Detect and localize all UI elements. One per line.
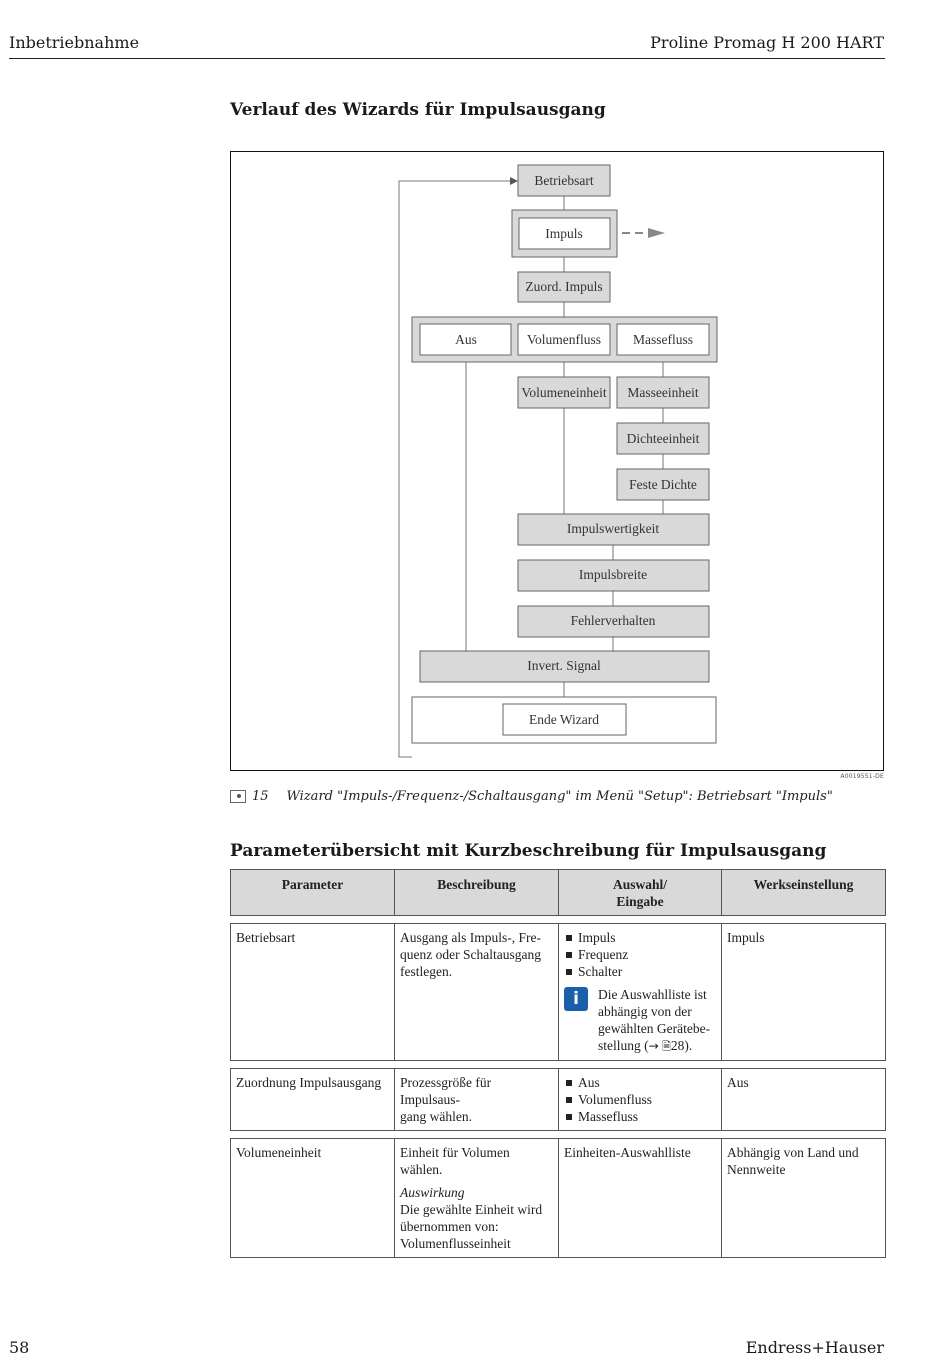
cell-beschreibung xyxy=(395,924,559,1061)
box-impulswertigkeit-label: Impulswertigkeit xyxy=(566,521,660,536)
info-line: gewählten Gerätebe- xyxy=(598,1021,711,1036)
loop-back-arrowhead xyxy=(510,177,518,185)
table-row-volumeneinheit xyxy=(230,1138,886,1258)
cell-werkseinstellung xyxy=(722,1139,886,1258)
desc-line: übernommen von: xyxy=(400,1219,499,1234)
figure-icon xyxy=(230,790,246,803)
figure-code: A0019551-DE xyxy=(840,773,884,780)
box-ende-wizard-label: Ende Wizard xyxy=(528,712,600,727)
box-volumenfluss-label: Volumenfluss xyxy=(526,332,602,347)
cell-beschreibung xyxy=(395,1069,559,1131)
column-header-werkseinstellung: Werkseinstellung xyxy=(722,870,886,916)
parameter-table-header xyxy=(230,869,886,916)
figure-caption-text: Wizard "Impuls-/Frequenz-/Schaltausgang" im Menü "Setup": Betriebsart "Impuls" xyxy=(286,789,833,804)
cell-parameter: Zuordnung Impulsausgang xyxy=(231,1069,395,1131)
box-volumeneinheit-label: Volumeneinheit xyxy=(521,385,607,400)
box-impulsbreite-label: Impulsbreite xyxy=(578,567,648,582)
info-icon: i xyxy=(564,987,588,1011)
header-section-title: Inbetriebnahme xyxy=(9,33,140,52)
box-invert-signal-label: Invert. Signal xyxy=(527,658,601,673)
cell-auswahl xyxy=(559,924,722,1061)
option-item: Schalter xyxy=(564,963,716,980)
desc-line: Prozessgröße für Impulsaus- xyxy=(400,1075,492,1107)
column-header-auswahl-line2: Eingabe xyxy=(616,894,664,909)
option-item: Impuls xyxy=(564,929,716,946)
werk-line: Abhängig von Land und xyxy=(727,1145,859,1160)
column-header-auswahl xyxy=(559,870,722,916)
desc-line: Die gewählte Einheit wird xyxy=(400,1202,543,1217)
continue-arrowhead xyxy=(648,228,665,238)
box-betriebsart-label: Betriebsart xyxy=(534,173,594,188)
box-feste-dichte-label: Feste Dichte xyxy=(629,477,697,492)
figure-number: 15 xyxy=(252,789,269,804)
page-number: 58 xyxy=(9,1338,30,1357)
page-reference-icon: 🗎 xyxy=(662,1040,671,1053)
column-header-auswahl-line1: Auswahl/ xyxy=(612,877,668,892)
box-zuord-impuls-label: Zuord. Impuls xyxy=(525,279,603,294)
table-row-betriebsart xyxy=(230,923,886,1061)
table-row-zuordnung-impulsausgang xyxy=(230,1068,886,1131)
info-note xyxy=(564,986,716,1055)
desc-line: Ausgang als Impuls-, Fre- xyxy=(400,930,541,945)
desc-line: gang wählen. xyxy=(400,1109,472,1124)
box-aus-label: Aus xyxy=(455,332,477,347)
header-product-name: Proline Promag H 200 HART xyxy=(650,33,884,52)
info-line: stellung (→ 🗎28). xyxy=(598,1038,693,1053)
box-masseeinheit-label: Masseeinheit xyxy=(627,385,699,400)
cell-auswahl: Einheiten-Auswahlliste xyxy=(559,1139,722,1258)
cell-parameter: Volumeneinheit xyxy=(231,1139,395,1258)
option-item: Massefluss xyxy=(564,1108,716,1125)
box-massefluss-label: Massefluss xyxy=(633,332,693,347)
desc-line: Einheit für Volumen wählen. xyxy=(400,1145,510,1177)
desc-line: festlegen. xyxy=(400,964,453,979)
cell-beschreibung xyxy=(395,1139,559,1258)
box-impuls-label: Impuls xyxy=(545,226,583,241)
figure-caption xyxy=(230,789,833,804)
box-dichteeinheit-label: Dichteeinheit xyxy=(626,431,700,446)
cell-werkseinstellung: Impuls xyxy=(722,924,886,1061)
info-text xyxy=(598,986,710,1055)
info-line: abhängig von der xyxy=(598,1004,692,1019)
box-fehlerverhalten-label: Fehlerverhalten xyxy=(570,613,656,628)
section-title-wizard: Verlauf des Wizards für Impulsausgang xyxy=(230,100,606,120)
cell-auswahl xyxy=(559,1069,722,1131)
option-item: Frequenz xyxy=(564,946,716,963)
option-list xyxy=(564,1074,716,1125)
desc-label-auswirkung: Auswirkung xyxy=(400,1185,465,1200)
desc-line: Volumenflusseinheit xyxy=(400,1236,511,1251)
column-header-beschreibung: Beschreibung xyxy=(395,870,559,916)
footer-brand: Endress+Hauser xyxy=(745,1338,884,1357)
cell-parameter: Betriebsart xyxy=(231,924,395,1061)
desc-line: quenz oder Schaltausgang xyxy=(400,947,541,962)
arrow-right-icon: → xyxy=(648,1039,659,1053)
page-reference-link[interactable]: 28 xyxy=(670,1038,685,1053)
cell-werkseinstellung: Aus xyxy=(722,1069,886,1131)
info-line: Die Auswahlliste ist xyxy=(598,987,707,1002)
section-title-parameters: Parameterübersicht mit Kurzbeschreibung für Impulsausgang xyxy=(230,841,827,861)
column-header-parameter: Parameter xyxy=(231,870,395,916)
option-item: Aus xyxy=(564,1074,716,1091)
werk-line: Nennweite xyxy=(727,1162,786,1177)
option-list xyxy=(564,929,716,980)
option-item: Volumenfluss xyxy=(564,1091,716,1108)
